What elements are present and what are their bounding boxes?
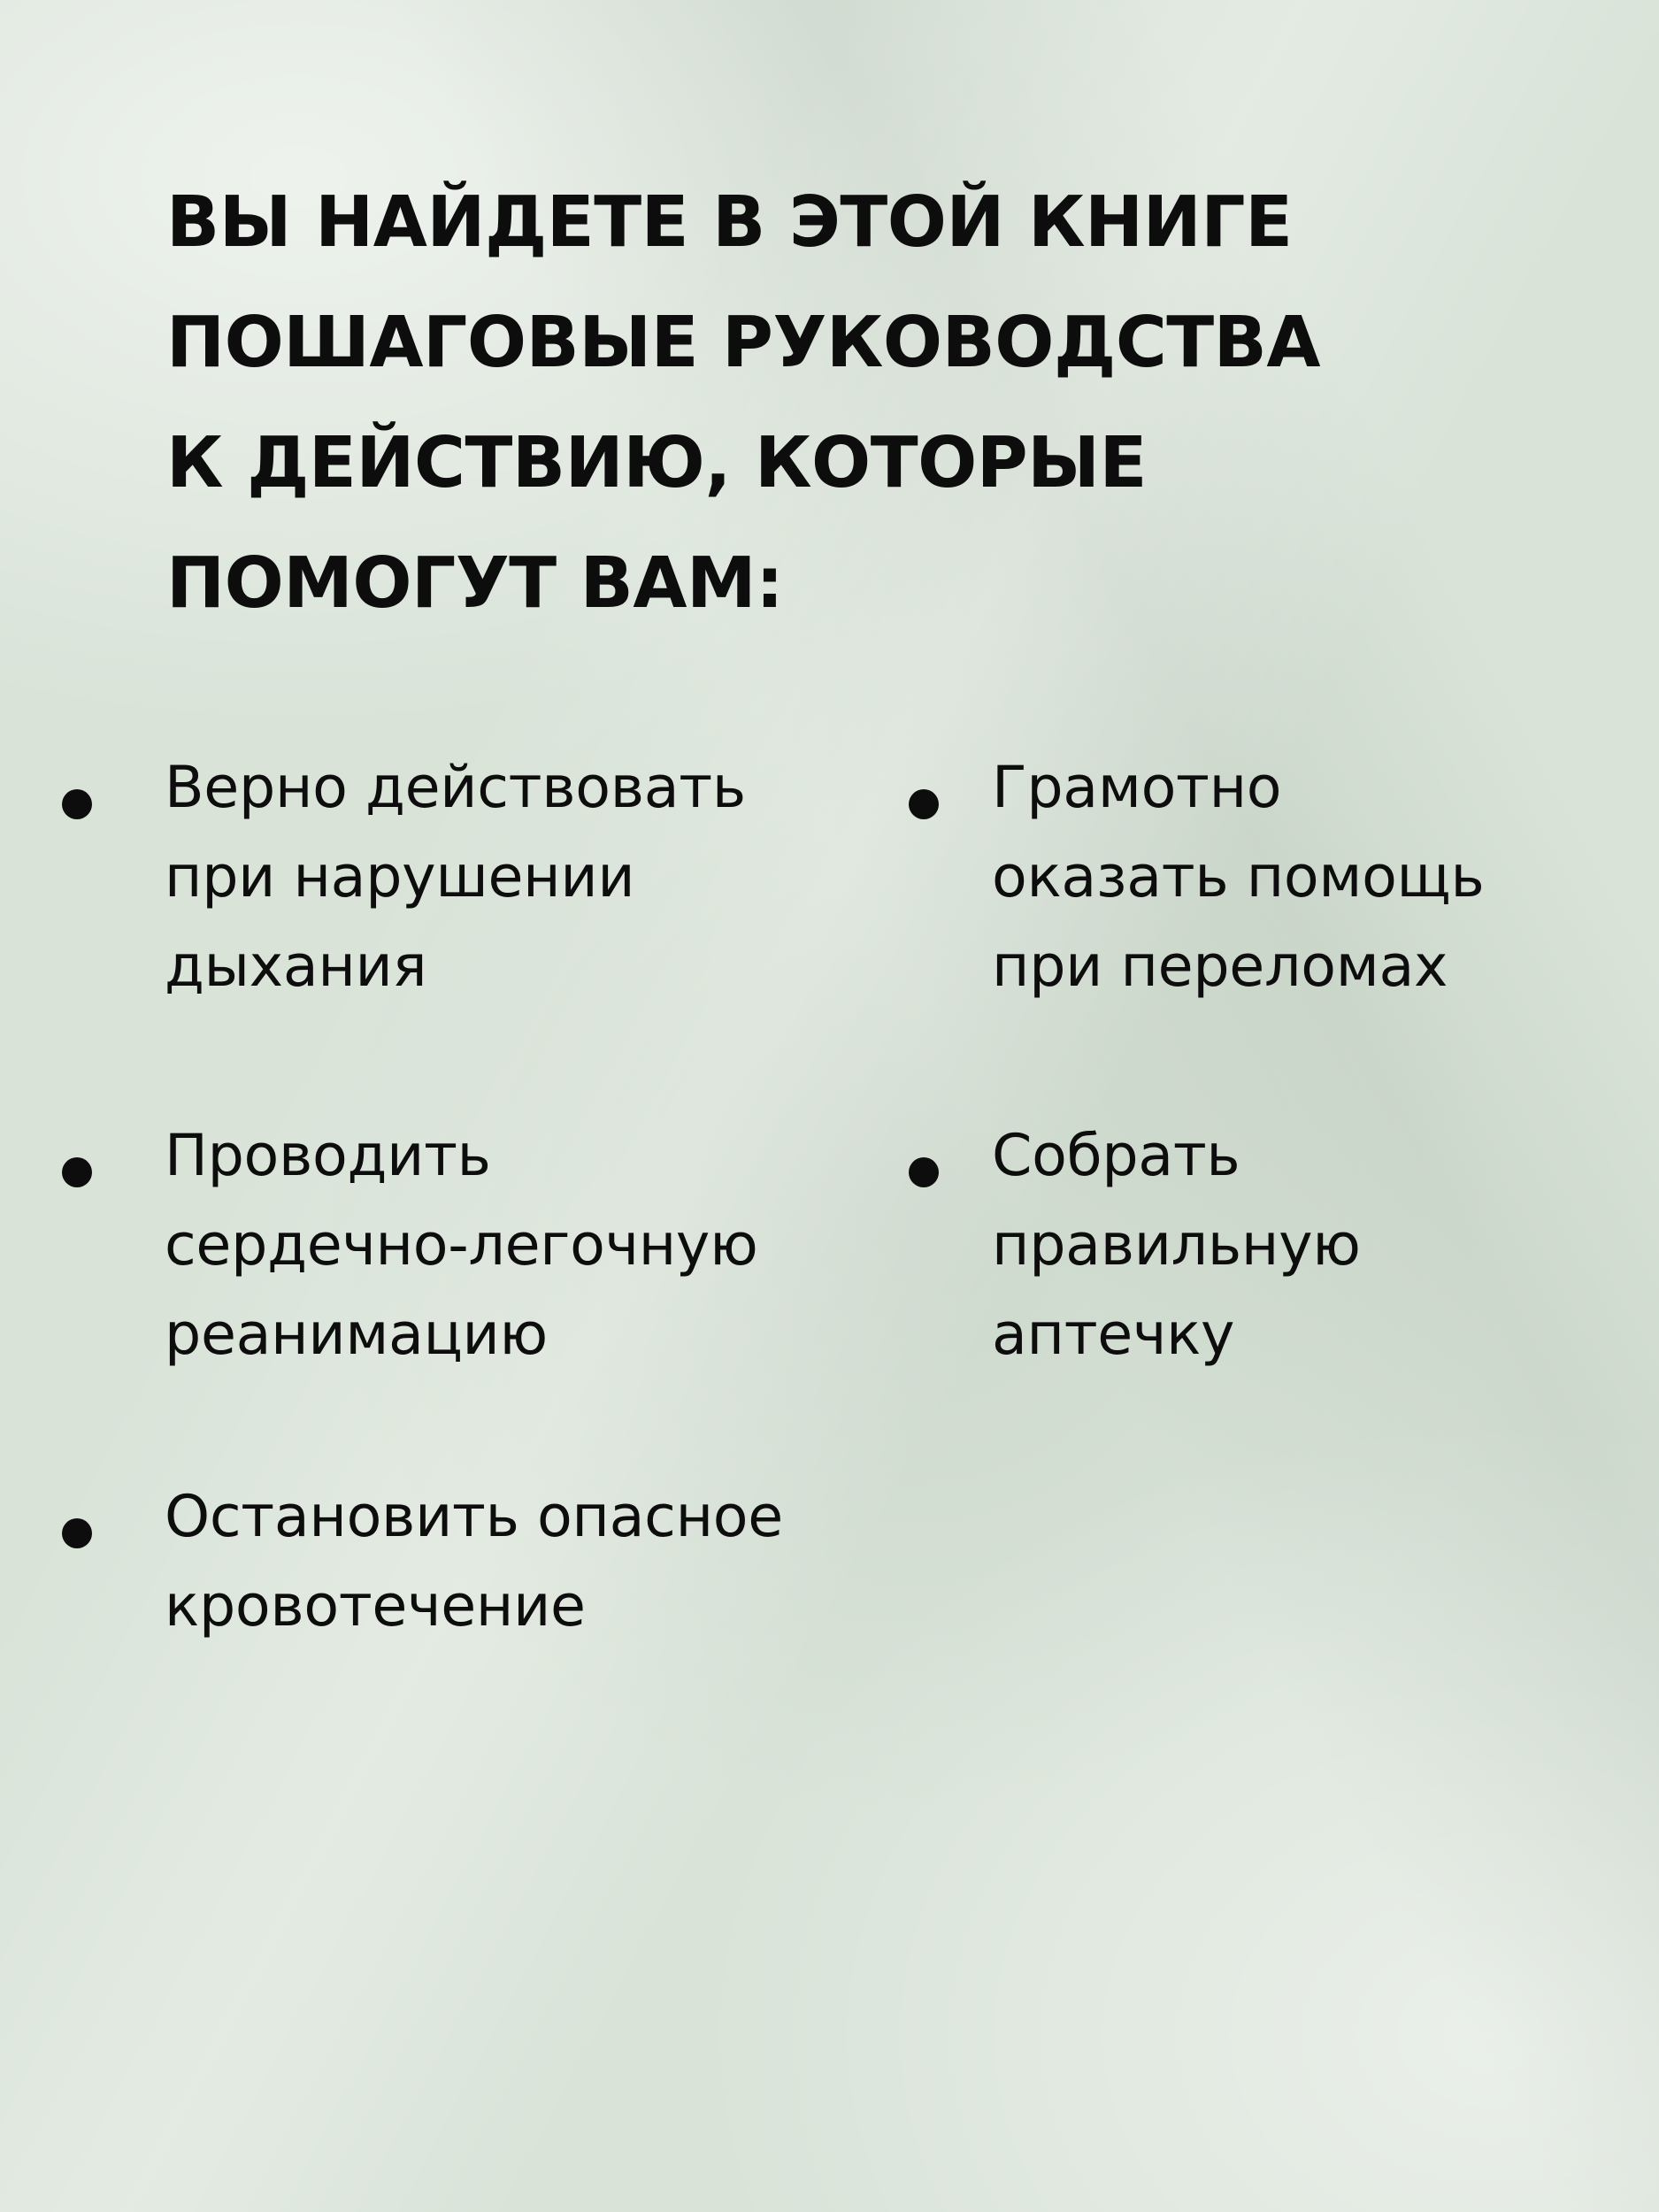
bullet-icon bbox=[909, 1157, 939, 1187]
list-item-line: дыхания bbox=[165, 933, 427, 1000]
list-item-line: аптечку bbox=[992, 1302, 1235, 1368]
headline-line: К ДЕЙСТВИЮ, КОТОРЫЕ bbox=[166, 422, 1147, 503]
headline-line: ПОШАГОВЫЕ РУКОВОДСТВА bbox=[166, 302, 1321, 383]
list-item-line: Собрать bbox=[992, 1123, 1240, 1189]
bullet-icon bbox=[909, 789, 939, 819]
bullet-icon bbox=[62, 1518, 92, 1548]
list-item-line: при переломах bbox=[992, 933, 1448, 1000]
list-item-line: Проводить bbox=[165, 1123, 491, 1189]
list-item-line: Остановить опасное bbox=[165, 1484, 783, 1550]
list-item-line: правильную bbox=[992, 1212, 1361, 1279]
headline bbox=[166, 162, 1547, 643]
list-item-text bbox=[165, 1111, 757, 1379]
list-item-text bbox=[992, 1111, 1361, 1379]
bullet-icon bbox=[62, 1157, 92, 1187]
list-item-line: Грамотно bbox=[992, 755, 1282, 821]
list-item-text bbox=[992, 743, 1485, 1011]
list-item-text bbox=[165, 1472, 783, 1651]
list-item-line: реанимацию bbox=[165, 1302, 548, 1368]
list-item-line: кровотечение bbox=[165, 1573, 586, 1640]
bullet-icon bbox=[62, 789, 92, 819]
list-item-line: Верно действовать bbox=[165, 755, 746, 821]
list-item-line: при нарушении bbox=[165, 844, 635, 910]
list-item-line: оказать помощь bbox=[992, 844, 1485, 910]
headline-line: ВЫ НАЙДЕТЕ В ЭТОЙ КНИГЕ bbox=[166, 181, 1293, 263]
list-item-text bbox=[165, 743, 746, 1011]
list-item-line: сердечно-легочную bbox=[165, 1212, 758, 1279]
headline-line: ПОМОГУТ ВАМ: bbox=[166, 542, 784, 624]
